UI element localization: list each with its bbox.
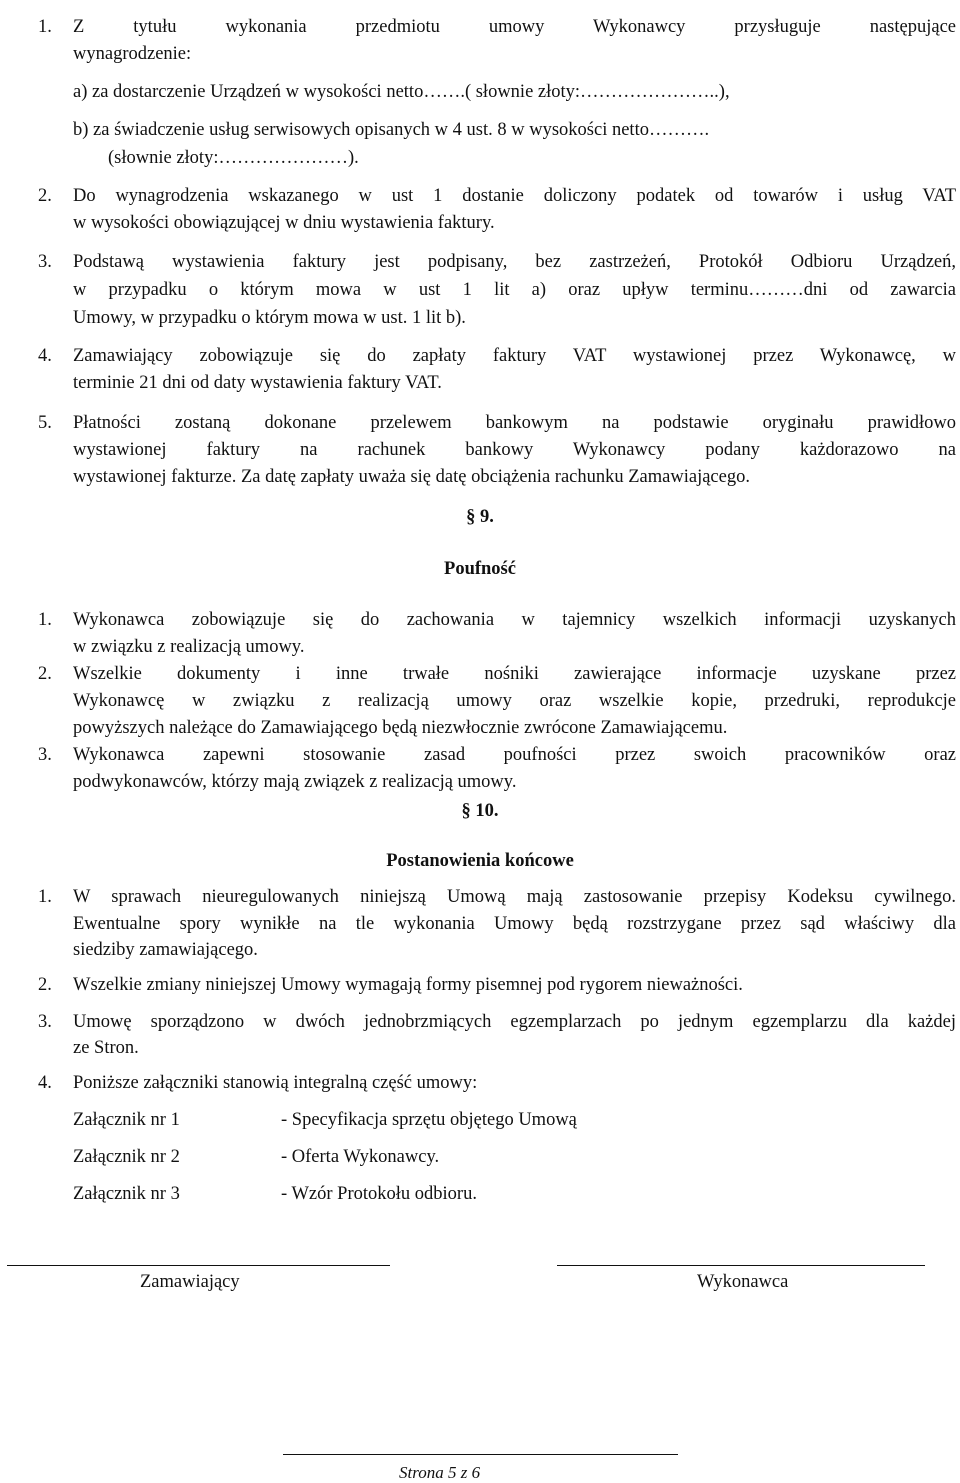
paragraph-line: Płatności zostaną dokonane przelewem bankowym na podstawie oryginału prawidłowo <box>73 413 956 433</box>
paragraph-line: Wykonawca zapewni stosowanie zasad poufności przez swoich pracowników oraz <box>73 745 956 765</box>
paragraph-line: w wysokości obowiązującej w dniu wystawienia faktury. <box>73 213 495 233</box>
paragraph-line: Zamawiający zobowiązuje się do zapłaty faktury VAT wystawionej przez Wykonawcę, w <box>73 346 956 366</box>
paragraph-line: (słownie złoty:…………………). <box>108 148 359 168</box>
item-number: 1. <box>38 887 52 907</box>
paragraph-line: Poniższe załączniki stanowią integralną część umowy: <box>73 1073 478 1093</box>
signature-line-right <box>557 1265 925 1266</box>
item-number: 1. <box>38 17 52 37</box>
paragraph-line: terminie 21 dni od daty wystawienia faktury VAT. <box>73 373 442 393</box>
paragraph-line: Ewentualne spory wynikłe na tle wykonania Umowy będą rozstrzygane przez sąd właściwy dla <box>73 914 956 934</box>
section-number: § 10. <box>461 801 499 821</box>
paragraph-line: Z tytułu wykonania przedmiotu umowy Wykonawcy przysługuje następujące <box>73 17 956 37</box>
signature-line-left <box>7 1265 390 1266</box>
section-number: § 9. <box>466 507 494 527</box>
paragraph-line: Wykonawcę w związku z realizacją umowy oraz wszelkie kopie, przedruki, reprodukcje <box>73 691 956 711</box>
paragraph-line: ze Stron. <box>73 1038 139 1058</box>
paragraph-line: w związku z realizacją umowy. <box>73 637 305 657</box>
item-number: 2. <box>38 975 52 995</box>
paragraph-line: Do wynagrodzenia wskazanego w ust 1 dostanie doliczony podatek od towarów i usług VAT <box>73 186 956 206</box>
section-title: Postanowienia końcowe <box>386 851 574 871</box>
item-number: 4. <box>38 1073 52 1093</box>
paragraph-line: podwykonawców, którzy mają związek z realizacją umowy. <box>73 772 517 792</box>
paragraph-line: Wszelkie dokumenty i inne trwałe nośniki zawierające informacje uzyskane przez <box>73 664 956 684</box>
item-number: 3. <box>38 252 52 272</box>
paragraph-line: wystawionej fakturze. Za datę zapłaty uważa się datę obciążenia rachunku Zamawiającego. <box>73 467 750 487</box>
attachment-description: - Wzór Protokołu odbioru. <box>281 1184 477 1204</box>
item-number: 1. <box>38 610 52 630</box>
attachment-label: Załącznik nr 1 <box>73 1110 180 1130</box>
paragraph-line: W sprawach nieuregulowanych niniejszą Umową mają zastosowanie przepisy Kodeksu cywilnego. <box>73 887 956 907</box>
paragraph-line: Wszelkie zmiany niniejszej Umowy wymagają formy pisemnej pod rygorem nieważności. <box>73 975 743 995</box>
paragraph-line: wystawionej faktury na rachunek bankowy Wykonawcy podany każdorazowo na <box>73 440 956 460</box>
item-number: 4. <box>38 346 52 366</box>
paragraph-line: a) za dostarczenie Urządzeń w wysokości netto…….( słownie złoty:…………………..), <box>73 82 730 102</box>
paragraph-line: Podstawą wystawienia faktury jest podpisany, bez zastrzeżeń, Protokół Odbioru Urządzeń, <box>73 252 956 272</box>
paragraph-line: Wykonawca zobowiązuje się do zachowania w tajemnicy wszelkich informacji uzyskanych <box>73 610 956 630</box>
item-number: 3. <box>38 1012 52 1032</box>
paragraph-line: Umowy, w przypadku o którym mowa w ust. 1 lit b). <box>73 308 466 328</box>
paragraph-line: Umowę sporządzono w dwóch jednobrzmiących egzemplarzach po jednym egzemplarzu dla każdej <box>73 1012 956 1032</box>
item-number: 2. <box>38 186 52 206</box>
paragraph-line: powyższych należące do Zamawiającego będą niezwłocznie zwrócone Zamawiającemu. <box>73 718 728 738</box>
attachment-label: Załącznik nr 3 <box>73 1184 180 1204</box>
paragraph-line: wynagrodzenie: <box>73 44 192 64</box>
attachment-description: - Specyfikacja sprzętu objętego Umową <box>281 1110 577 1130</box>
paragraph-line: siedziby zamawiającego. <box>73 940 258 960</box>
page-number: Strona 5 z 6 <box>399 1463 481 1482</box>
footer-divider <box>283 1454 678 1455</box>
section-title: Poufność <box>444 559 516 579</box>
attachment-label: Załącznik nr 2 <box>73 1147 180 1167</box>
paragraph-line: b) za świadczenie usług serwisowych opisanych w 4 ust. 8 w wysokości netto………. <box>73 120 710 140</box>
paragraph-line: w przypadku o którym mowa w ust 1 lit a) oraz upływ terminu………dni od zawarcia <box>73 280 956 300</box>
item-number: 3. <box>38 745 52 765</box>
signature-label-contractor: Wykonawca <box>697 1272 789 1292</box>
item-number: 2. <box>38 664 52 684</box>
attachment-description: - Oferta Wykonawcy. <box>281 1147 440 1167</box>
item-number: 5. <box>38 413 52 433</box>
signature-label-contracting-party: Zamawiający <box>140 1272 240 1292</box>
